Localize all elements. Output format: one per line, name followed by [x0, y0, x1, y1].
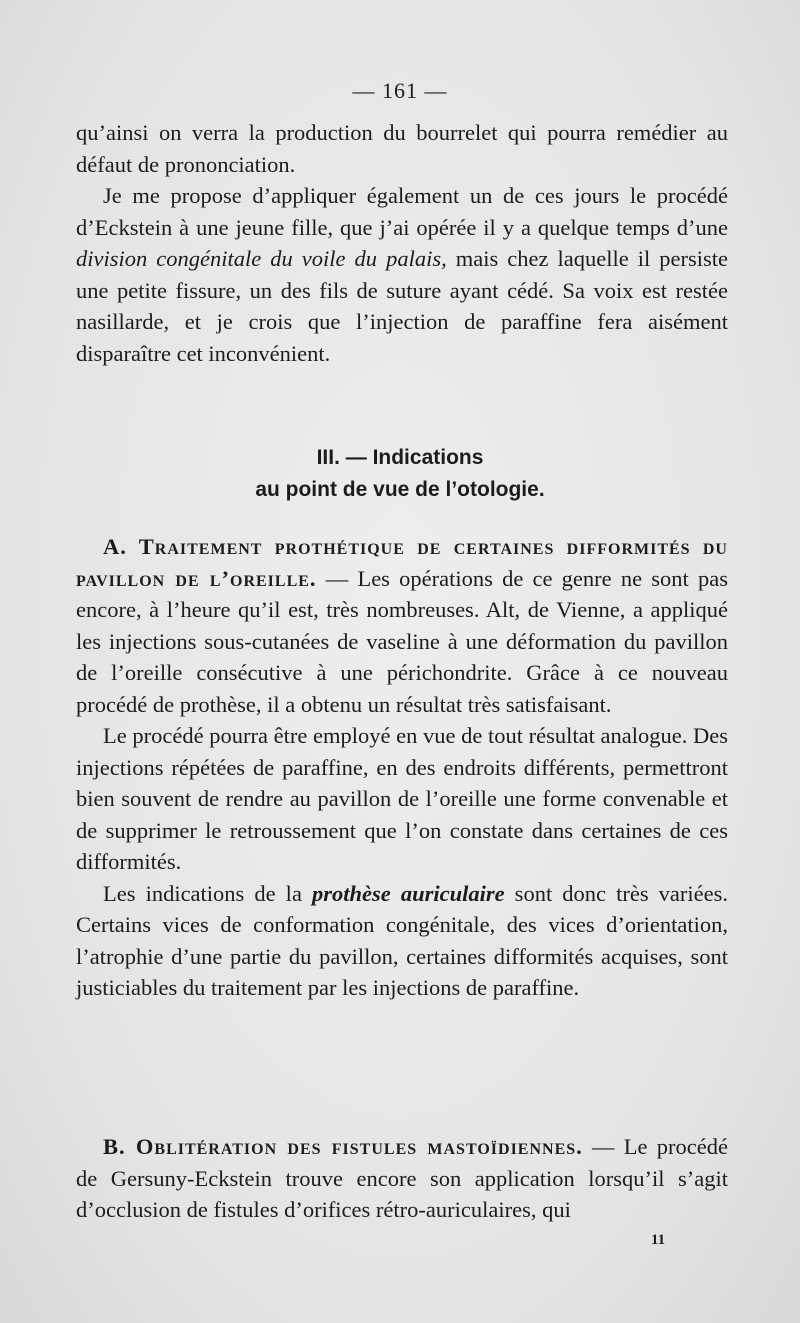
text-block-top	[76, 117, 728, 369]
paragraph-procede: Le procédé pourra être employé en vue de tout résultat analogue. Des injections répétées de paraffine, en des endroits différents, permettront bien souvent de rendre au pavillon de l’oreille une forme convenable et de supprimer le retroussement que l’on constate dans certaines de ces difformités.	[76, 723, 728, 874]
text-block-middle	[76, 531, 728, 1004]
section-heading	[0, 442, 800, 506]
paragraph-section-a: A. Traitement prothétique de certaines difformités du pavillon de l’oreille. — Les opérations de ce genre ne sont pas encore, à l’heure qu’il est, très nombreuses. Alt, de Vienne, a appliqué les injections sous-cutanées de vaseline à une déformation du pavillon de l’oreille consécutive à une périchondrite. Grâce à ce nouveau procédé de prothèse, il a obtenu un résultat très satisfaisant.	[76, 534, 728, 717]
paragraph-prothese: Les indications de la prothèse auriculaire sont donc très variées. Certains vices de conformation congénitale, des vices d’orientation, l’atrophie d’une partie du pavillon, certaines difformités acquises, sont justiciables du traitement par les injections de paraffine.	[76, 880, 728, 1000]
page-number: — 161 —	[352, 78, 448, 103]
paragraph-continuation: qu’ainsi on verra la production du bourrelet qui pourra remédier au défaut de prononciation.	[76, 120, 728, 177]
signature-mark: 11	[651, 1232, 666, 1248]
italic-bold-phrase: prothèse auriculaire	[312, 880, 505, 906]
paragraph-section-b: B. Oblitération des fistules mastoïdiennes. — Le procédé de Gersuny-Eckstein trouve encore son application lorsqu’il s’agit d’occlusion de fistules d’orifices rétro-auriculaires, qui	[76, 1134, 728, 1222]
paragraph-eckstein: Je me propose d’appliquer également un de ces jours le procédé d’Eckstein à une jeune fille, que j’ai opérée il y a quelque temps d’une division congénitale du voile du palais, mais chez laquelle il persiste une petite fissure, un des fils de suture ayant cédé. Sa voix est restée nasillarde, et je crois que l’injection de paraffine fera aisément disparaître cet inconvénient.	[76, 183, 728, 366]
subsection-a-label: A. Traitement prothétique de certaines difformités du pavillon de l’oreille.	[76, 534, 728, 591]
italic-phrase: division congénitale du voile du palais,	[76, 246, 447, 271]
text-block-bottom	[76, 1131, 728, 1226]
section-heading-line2: au point de vue de l’otologie.	[255, 478, 545, 501]
section-heading-line1: III. — Indications	[316, 446, 484, 469]
subsection-b-label: B. Oblitération des fistules mastoïdiennes.	[103, 1134, 583, 1159]
